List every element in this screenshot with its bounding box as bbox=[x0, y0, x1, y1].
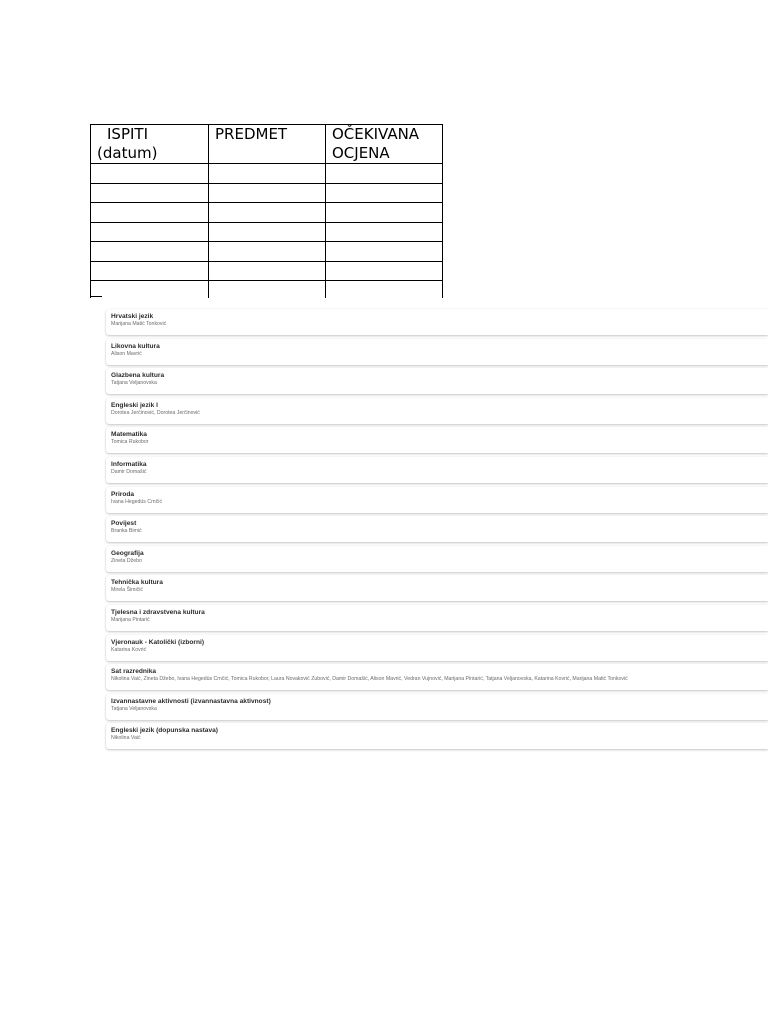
subject-name: Povijest bbox=[111, 520, 137, 528]
table-row bbox=[91, 164, 443, 184]
subject-name: Engleski jezik I bbox=[111, 401, 158, 409]
exam-table-header-row bbox=[91, 125, 443, 164]
subject-card-religion[interactable] bbox=[106, 635, 768, 661]
subject-name: Sat razrednika bbox=[111, 668, 157, 676]
table-row bbox=[91, 281, 443, 299]
subject-teacher: Tomica Rukobor bbox=[111, 439, 149, 446]
header-exams-sublabel: (datum) bbox=[97, 144, 158, 162]
table-row bbox=[91, 242, 443, 262]
subject-teacher: Tatjana Veljanovska bbox=[111, 380, 157, 387]
subject-teacher: Marijana Pintarić bbox=[111, 616, 150, 623]
subject-teacher: Tatjana Veljanovska bbox=[111, 705, 157, 712]
subject-card-informatics[interactable] bbox=[106, 457, 768, 483]
table-row bbox=[91, 222, 443, 242]
header-cell-exams bbox=[91, 125, 209, 164]
header-grade-label: OCJENA bbox=[332, 144, 390, 162]
subject-card-class-hour[interactable] bbox=[106, 664, 768, 690]
exam-date-cell[interactable] bbox=[91, 164, 209, 184]
subject-cell[interactable] bbox=[209, 164, 326, 184]
expected-grade-cell[interactable] bbox=[326, 222, 443, 242]
subject-name: Geografija bbox=[111, 549, 144, 557]
subject-cell[interactable] bbox=[209, 261, 326, 281]
subject-card-music[interactable] bbox=[106, 368, 768, 394]
table-row bbox=[91, 203, 443, 223]
subject-card-croatian[interactable] bbox=[106, 309, 768, 335]
table-edge-marker bbox=[90, 296, 102, 297]
header-cell-subject bbox=[209, 125, 326, 164]
expected-grade-cell[interactable] bbox=[326, 203, 443, 223]
subject-card-nature[interactable] bbox=[106, 487, 768, 513]
subject-name: Matematika bbox=[111, 431, 147, 439]
subject-cell[interactable] bbox=[209, 242, 326, 262]
subject-name: Glazbena kultura bbox=[111, 372, 165, 380]
subject-name: Priroda bbox=[111, 490, 135, 498]
subject-card-extracurricular[interactable] bbox=[106, 694, 768, 720]
exam-date-cell[interactable] bbox=[91, 183, 209, 203]
expected-grade-cell[interactable] bbox=[326, 281, 443, 299]
subject-name: Tjelesna i zdravstvena kultura bbox=[111, 608, 205, 616]
subject-cell[interactable] bbox=[209, 183, 326, 203]
subject-cell[interactable] bbox=[209, 203, 326, 223]
subject-teacher: Katarina Kovrić bbox=[111, 646, 147, 653]
subject-card-english[interactable] bbox=[106, 398, 768, 424]
header-exams-label: ISPITI bbox=[107, 125, 149, 143]
subject-card-math[interactable] bbox=[106, 427, 768, 453]
expected-grade-cell[interactable] bbox=[326, 261, 443, 281]
subject-name: Tehnička kultura bbox=[111, 579, 163, 587]
exam-date-cell[interactable] bbox=[91, 203, 209, 223]
subject-teacher: Damir Domašić bbox=[111, 468, 147, 475]
header-cell-expected-grade bbox=[326, 125, 443, 164]
subject-teacher: Alison Mavrić bbox=[111, 350, 142, 357]
subject-card-history[interactable] bbox=[106, 516, 768, 542]
subject-name: Informatika bbox=[111, 460, 147, 468]
exam-date-cell[interactable] bbox=[91, 242, 209, 262]
exam-table bbox=[90, 124, 443, 298]
subject-cell[interactable] bbox=[209, 222, 326, 242]
expected-grade-cell[interactable] bbox=[326, 242, 443, 262]
subject-teacher: Branka Bimić bbox=[111, 528, 142, 535]
subject-teacher: Mirela Šimičić bbox=[111, 587, 143, 594]
subject-card-geography[interactable] bbox=[106, 546, 768, 572]
subject-name: Izvannastavne aktivnosti (izvannastavna aktivnost) bbox=[111, 697, 271, 705]
subject-name: Likovna kultura bbox=[111, 342, 160, 350]
subject-teacher: Dorotea Jerčinović, Dorotea Jerčinović bbox=[111, 409, 200, 416]
expected-grade-cell[interactable] bbox=[326, 164, 443, 184]
subject-card-art[interactable] bbox=[106, 339, 768, 365]
subject-name: Hrvatski jezik bbox=[111, 313, 154, 320]
table-row bbox=[91, 183, 443, 203]
subject-name: Vjeronauk - Katolički (izborni) bbox=[111, 638, 205, 646]
exam-date-cell[interactable] bbox=[91, 281, 209, 299]
subject-teacher: Marijana Matić Tonković bbox=[111, 321, 167, 327]
header-expected-label: OČEKIVANA bbox=[332, 125, 420, 143]
subject-teacher: Nikolina Vaić bbox=[111, 735, 141, 742]
subject-card-english-supplementary[interactable] bbox=[106, 723, 768, 749]
expected-grade-cell[interactable] bbox=[326, 183, 443, 203]
exam-date-cell[interactable] bbox=[91, 222, 209, 242]
exam-date-cell[interactable] bbox=[91, 261, 209, 281]
subject-teacher: Zineta Džebo bbox=[111, 557, 142, 564]
subject-card-technical[interactable] bbox=[106, 575, 768, 601]
header-subject-label: PREDMET bbox=[215, 125, 288, 143]
subject-teacher: Nikolina Vaić, Zineta Džebo, Ivana Hegedüs Crnčić, Tomica Rukobor, Laura Novaković Zubović, Damir Domašić, Alison Mavrić, Vedran Vujnović, Marijana Pintarić, Tatjana Veljanovska, Katarina Kovrić, Marijana Matić Tonković bbox=[111, 676, 628, 683]
subject-list bbox=[106, 309, 768, 753]
table-row bbox=[91, 261, 443, 281]
subject-teacher: Ivana Hegedüs Crnčić bbox=[111, 498, 163, 505]
subject-name: Engleski jezik (dopunska nastava) bbox=[111, 727, 219, 735]
subject-cell[interactable] bbox=[209, 281, 326, 299]
subject-card-physical-education[interactable] bbox=[106, 605, 768, 631]
